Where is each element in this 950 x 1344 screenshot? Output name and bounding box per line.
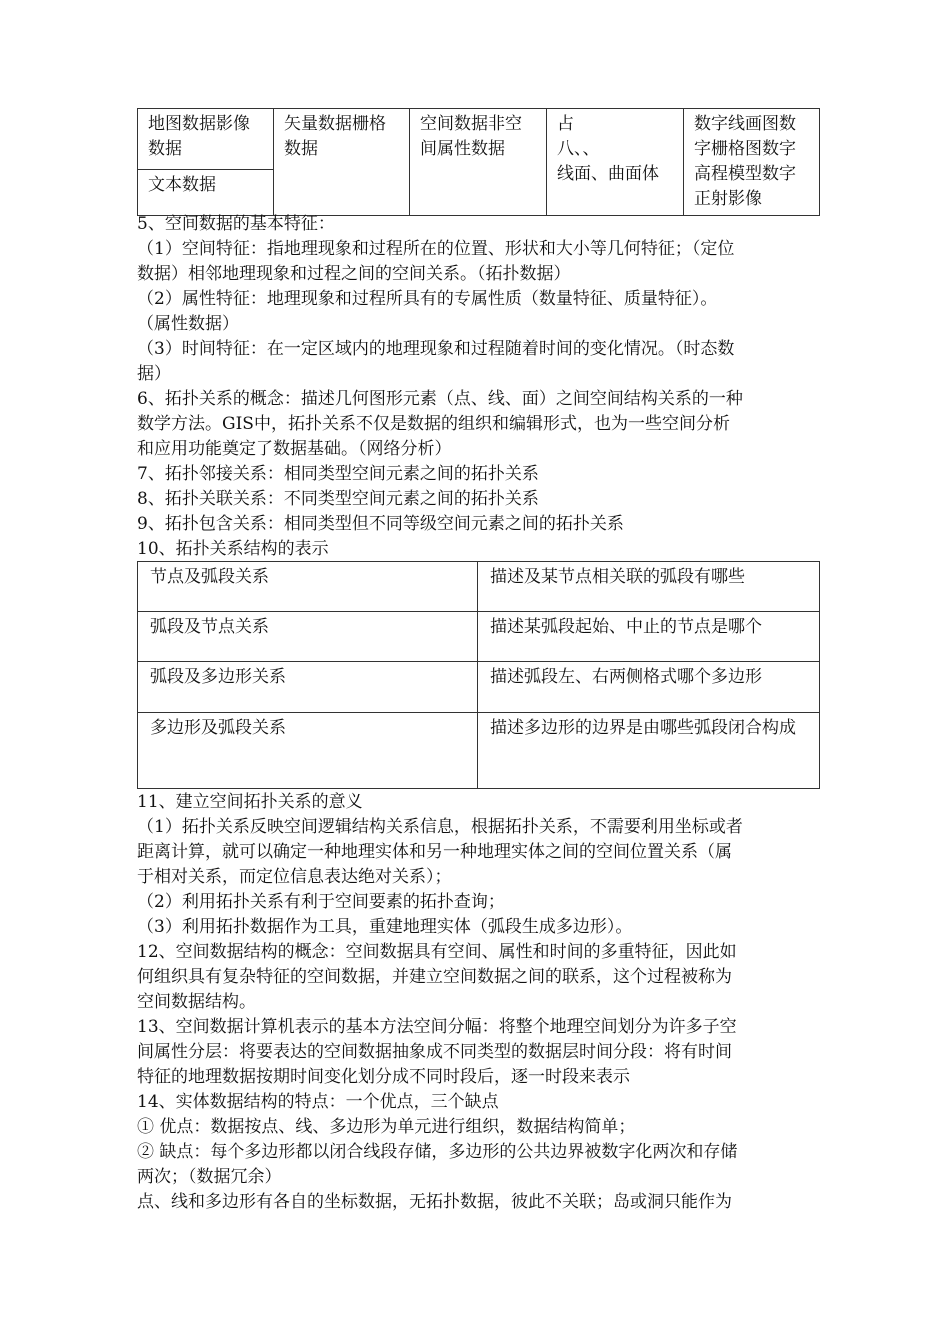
line: 间属性分层：将要表达的空间数据抽象成不同类型的数据层时间分段：将有时间	[137, 1042, 732, 1062]
table1-cell-text-data: 文本数据	[138, 169, 274, 215]
line: （1）空间特征：指地理现象和过程所在的位置、形状和大小等几何特征；（定位	[137, 239, 735, 259]
table1-cell-geometry: 占 八、、 线面、曲面体	[547, 109, 684, 216]
line: 数学方法。GIS中，拓扑关系不仅是数据的组织和编辑形式，也为一些空间分析	[137, 414, 730, 434]
line: 两次；（数据冗余）	[137, 1167, 282, 1187]
table2-cell-right: 描述某弧段起始、中止的节点是哪个	[478, 612, 820, 662]
line: 10、拓扑关系结构的表示	[137, 539, 329, 559]
line: （2）属性特征：地理现象和过程所具有的专属性质（数量特征、质量特征）。	[137, 289, 718, 309]
line: 于相对关系，而定位信息表达绝对关系）；	[137, 867, 452, 887]
line: 特征的地理数据按期时间变化划分成不同时段后，逐一时段来表示	[137, 1067, 630, 1087]
line: （1）拓扑关系反映空间逻辑结构关系信息，根据拓扑关系，不需要利用坐标或者	[137, 817, 743, 837]
data-type-table	[137, 108, 820, 216]
line: 8、拓扑关联关系：不同类型空间元素之间的拓扑关系	[137, 489, 539, 509]
table2-cell-left: 弧段及多边形关系	[138, 662, 478, 713]
table2-cell-left: 弧段及节点关系	[138, 612, 478, 662]
line: （属性数据）	[137, 314, 239, 334]
table1-cell-vector-raster: 矢量数据栅格数据	[274, 109, 410, 216]
line: 和应用功能奠定了数据基础。（网络分析）	[137, 439, 452, 459]
table1-cell-digital-products: 数字线画图数字栅格图数字高程模型数字正射影像	[684, 109, 820, 216]
line: ② 缺点：每个多边形都以闭合线段存储，多边形的公共边界被数字化两次和存储	[137, 1142, 738, 1162]
line: 点、线和多边形有各自的坐标数据，无拓扑数据，彼此不关联；岛或洞只能作为	[137, 1192, 732, 1212]
line: 何组织具有复杂特征的空间数据，并建立空间数据之间的联系，这个过程被称为	[137, 967, 732, 987]
line: 14、实体数据结构的特点：一个优点，三个缺点	[137, 1092, 499, 1112]
line: 13、空间数据计算机表示的基本方法空间分幅：将整个地理空间划分为许多子空	[137, 1017, 737, 1037]
line: ① 优点：数据按点、线、多边形为单元进行组织，数据结构简单；	[137, 1117, 636, 1137]
line: 空间数据结构。	[137, 992, 256, 1012]
table1-cell-map-image: 地图数据影像数据	[138, 109, 274, 170]
table1-cell-spatial-attribute: 空间数据非空间属性数据	[410, 109, 547, 216]
line: （3）利用拓扑数据作为工具，重建地理实体（弧段生成多边形）。	[137, 917, 633, 937]
table2-cell-left: 节点及弧段关系	[138, 562, 478, 612]
line: 据）	[137, 364, 171, 384]
table2-cell-left: 多边形及弧段关系	[138, 713, 478, 789]
line: 数据）相邻地理现象和过程之间的空间关系。（拓扑数据）	[137, 264, 571, 284]
line: 7、拓扑邻接关系：相同类型空间元素之间的拓扑关系	[137, 464, 539, 484]
line: （3）时间特征：在一定区域内的地理现象和过程随着时间的变化情况。（时态数	[137, 339, 735, 359]
line: （2）利用拓扑关系有利于空间要素的拓扑查询；	[137, 892, 505, 912]
line: 11、建立空间拓扑关系的意义	[137, 792, 363, 812]
line: 距离计算，就可以确定一种地理实体和另一种地理实体之间的空间位置关系（属	[137, 842, 732, 862]
line: 5、空间数据的基本特征：	[137, 214, 335, 234]
table2-cell-right: 描述多边形的边界是由哪些弧段闭合构成	[478, 713, 820, 789]
topology-relation-table	[137, 561, 820, 789]
table2-cell-right: 描述弧段左、右两侧格式哪个多边形	[478, 662, 820, 713]
table2-cell-right: 描述及某节点相关联的弧段有哪些	[478, 562, 820, 612]
line: 12、空间数据结构的概念：空间数据具有空间、属性和时间的多重特征，因此如	[137, 942, 737, 962]
line: 6、拓扑关系的概念：描述几何图形元素（点、线、面）之间空间结构关系的一种	[137, 389, 743, 409]
line: 9、拓扑包含关系：相同类型但不同等级空间元素之间的拓扑关系	[137, 514, 624, 534]
